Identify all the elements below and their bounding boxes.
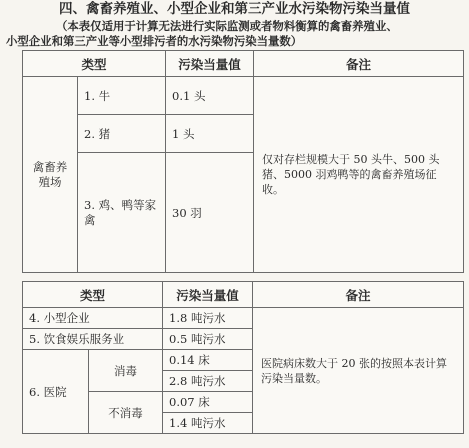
item-cattle: 1. 牛 <box>78 77 166 115</box>
remark-hospital: 医院病床数大于 20 张的按照本表计算污染当量数。 <box>253 308 464 434</box>
header-remark: 备注 <box>254 51 464 77</box>
hospital-no-disinfect: 不消毒 <box>89 392 163 434</box>
header-remark: 备注 <box>253 282 464 308</box>
note-line-2: 小型企业和第三产业等小型排污者的水污染物污染当量数） <box>6 34 303 48</box>
value-disinfect-bed: 0.14 床 <box>163 350 253 371</box>
value-disinfect-water: 2.8 吨污水 <box>163 371 253 392</box>
value-catering: 0.5 吨污水 <box>163 329 253 350</box>
category-livestock: 禽畜养殖场 <box>23 77 78 273</box>
value-cattle: 0.1 头 <box>166 77 254 115</box>
value-small-enterprise: 1.8 吨污水 <box>163 308 253 329</box>
header-type: 类型 <box>23 51 166 77</box>
hospital-disinfect: 消毒 <box>89 350 163 392</box>
page-title: 四、禽畜养殖业、小型企业和第三产业水污染物污染当量值 <box>59 1 410 17</box>
header-value: 污染当量值 <box>166 51 254 77</box>
item-poultry: 3. 鸡、鸭等家禽 <box>78 153 166 273</box>
table-note <box>6 19 466 49</box>
header-value: 污染当量值 <box>163 282 253 308</box>
item-hospital: 6. 医院 <box>23 350 89 434</box>
note-line-1: （本表仅适用于计算无法进行实际监测或者物料衡算的禽畜养殖业、 <box>56 19 398 33</box>
value-no-disinfect-bed: 0.07 床 <box>163 392 253 413</box>
header-type: 类型 <box>23 282 163 308</box>
item-catering: 5. 饮食娱乐服务业 <box>23 329 163 350</box>
item-small-enterprise: 4. 小型企业 <box>23 308 163 329</box>
value-poultry: 30 羽 <box>166 153 254 273</box>
item-pig: 2. 猪 <box>78 115 166 153</box>
value-pig: 1 头 <box>166 115 254 153</box>
value-no-disinfect-water: 1.4 吨污水 <box>163 413 253 434</box>
enterprise-table <box>22 281 464 434</box>
livestock-table <box>22 50 464 273</box>
remark-livestock: 仅对存栏规模大于 50 头牛、500 头猪、5000 羽鸡鸭等的禽畜养殖场征收。 <box>254 77 464 273</box>
